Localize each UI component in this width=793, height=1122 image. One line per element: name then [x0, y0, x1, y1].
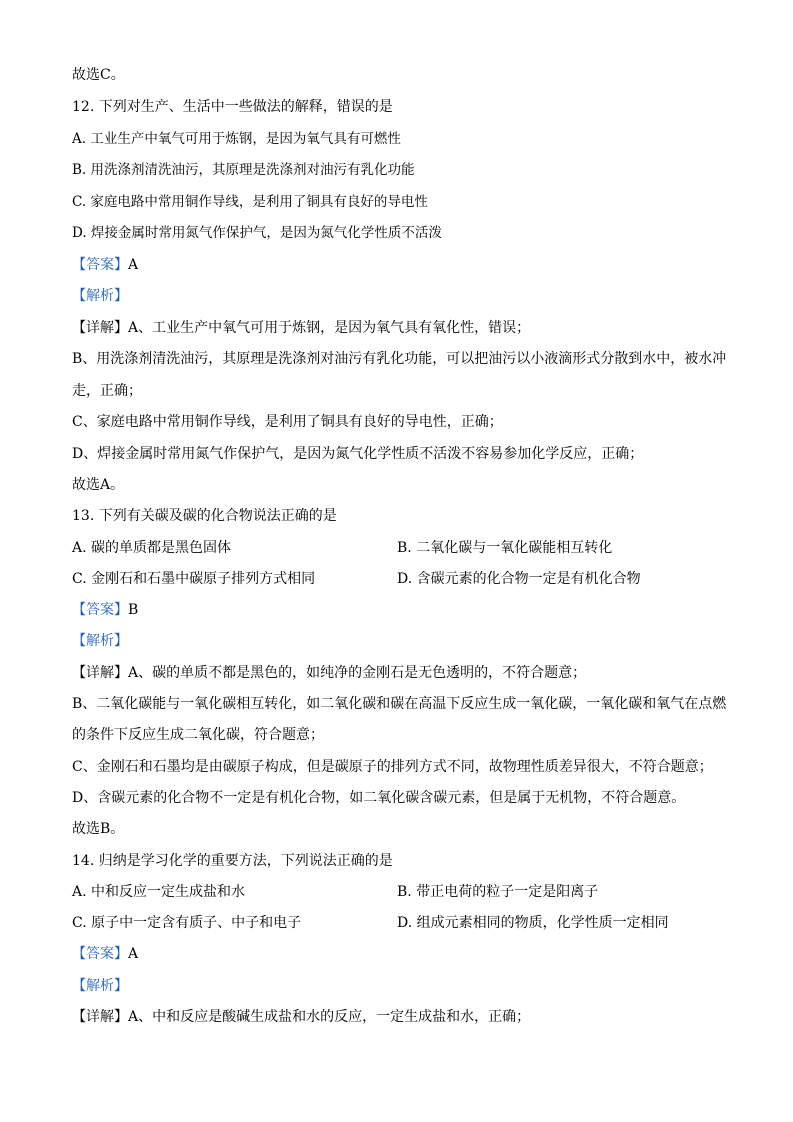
answer-value: A — [128, 257, 139, 273]
q12-detail-d: D、焊接金属时常用氮气作保护气，是因为氮气化学性质不活泼不容易参加化学反应，正确； — [72, 446, 644, 462]
q12-analysis-tag: 【解析】 — [72, 288, 128, 304]
q14-options-row2 — [72, 913, 733, 933]
q14-option-c: C. 原子中一定含有质子、中子和电子 — [72, 915, 302, 931]
q12-option-b: B. 用洗涤剂清洗油污，其原理是洗涤剂对油污有乳化功能 — [72, 162, 415, 178]
q13-options-row2 — [72, 569, 733, 589]
q13-conclusion: 故选B。 — [72, 821, 125, 837]
q12-option-d: D. 焊接金属时常用氮气作保护气，是因为氮气化学性质不活泼 — [72, 225, 442, 241]
q12-option-c: C. 家庭电路中常用铜作导线，是利用了铜具有良好的导电性 — [72, 194, 428, 210]
q13-option-d: D. 含碳元素的化合物一定是有机化合物 — [397, 571, 641, 587]
q13-option-c: C. 金刚石和石墨中碳原子排列方式相同 — [72, 571, 316, 587]
answer-tag: 【答案】 — [72, 946, 128, 962]
q14-option-b: B. 带正电荷的粒子一定是阳离子 — [397, 884, 599, 900]
q13-option-a: A. 碳的单质都是黑色固体 — [72, 540, 232, 556]
q14-analysis-tag: 【解析】 — [72, 978, 128, 994]
q13-analysis-tag: 【解析】 — [72, 633, 128, 649]
q12-answer — [72, 255, 733, 275]
q13-detail-c: C、金刚石和石墨均是由碳原子构成，但是碳原子的排列方式不同，故物理性质差异很大，不符合题意； — [72, 759, 713, 775]
q12-detail-b-line1: B、用洗涤剂清洗油污，其原理是洗涤剂对油污有乳化功能，可以把油污以小液滴形式分散到水中，被水冲 — [72, 351, 727, 367]
q12-option-a: A. 工业生产中氧气可用于炼钢，是因为氧气具有可燃性 — [72, 131, 401, 147]
q14-answer — [72, 944, 733, 964]
q14-stem: 14. 归纳是学习化学的重要方法，下列说法正确的是 — [72, 853, 393, 869]
answer-value: A — [128, 946, 139, 962]
detail-tag: 【详解】 — [72, 1009, 128, 1025]
q13-detail-a: 【详解】A、碳的单质不都是黑色的，如纯净的金刚石是无色透明的，不符合题意； — [72, 665, 587, 681]
q14-option-d: D. 组成元素相同的物质，化学性质一定相同 — [397, 915, 669, 931]
q13-detail-d: D、含碳元素的化合物不一定是有机化合物，如二氧化碳含碳元素，但是属于无机物，不符合题意。 — [72, 790, 686, 806]
answer-tag: 【答案】 — [72, 257, 128, 273]
q12-detail-a: 【详解】A、工业生产中氧气可用于炼钢，是因为氧气具有氧化性，错误； — [72, 320, 531, 336]
q11-conclusion: 故选C。 — [72, 67, 125, 83]
answer-tag: 【答案】 — [72, 602, 128, 618]
q13-stem: 13. 下列有关碳及碳的化合物说法正确的是 — [72, 508, 337, 524]
detail-tag: 【详解】 — [72, 320, 128, 336]
q12-detail-b-line2: 走，正确； — [72, 383, 142, 399]
q14-detail-a: 【详解】A、中和反应是酸碱生成盐和水的反应，一定生成盐和水，正确； — [72, 1009, 531, 1025]
q14-option-a: A. 中和反应一定生成盐和水 — [72, 884, 246, 900]
q13-detail-b-line1: B、二氧化碳能与一氧化碳相互转化，如二氧化碳和碳在高温下反应生成一氧化碳，一氧化碳和氧气在点燃 — [72, 696, 727, 712]
q12-stem: 12. 下列对生产、生活中一些做法的解释，错误的是 — [72, 99, 393, 115]
q14-options-row1 — [72, 882, 733, 902]
q12-conclusion: 故选A。 — [72, 477, 125, 493]
q12-detail-c: C、家庭电路中常用铜作导线，是利用了铜具有良好的导电性，正确； — [72, 414, 503, 430]
q13-detail-b-line2: 的条件下反应生成二氧化碳，符合题意； — [72, 727, 324, 743]
detail-tag: 【详解】 — [72, 665, 128, 681]
answer-value: B — [128, 602, 139, 618]
q13-answer — [72, 600, 733, 620]
q13-options-row1 — [72, 538, 733, 558]
q13-option-b: B. 二氧化碳与一氧化碳能相互转化 — [397, 540, 613, 556]
